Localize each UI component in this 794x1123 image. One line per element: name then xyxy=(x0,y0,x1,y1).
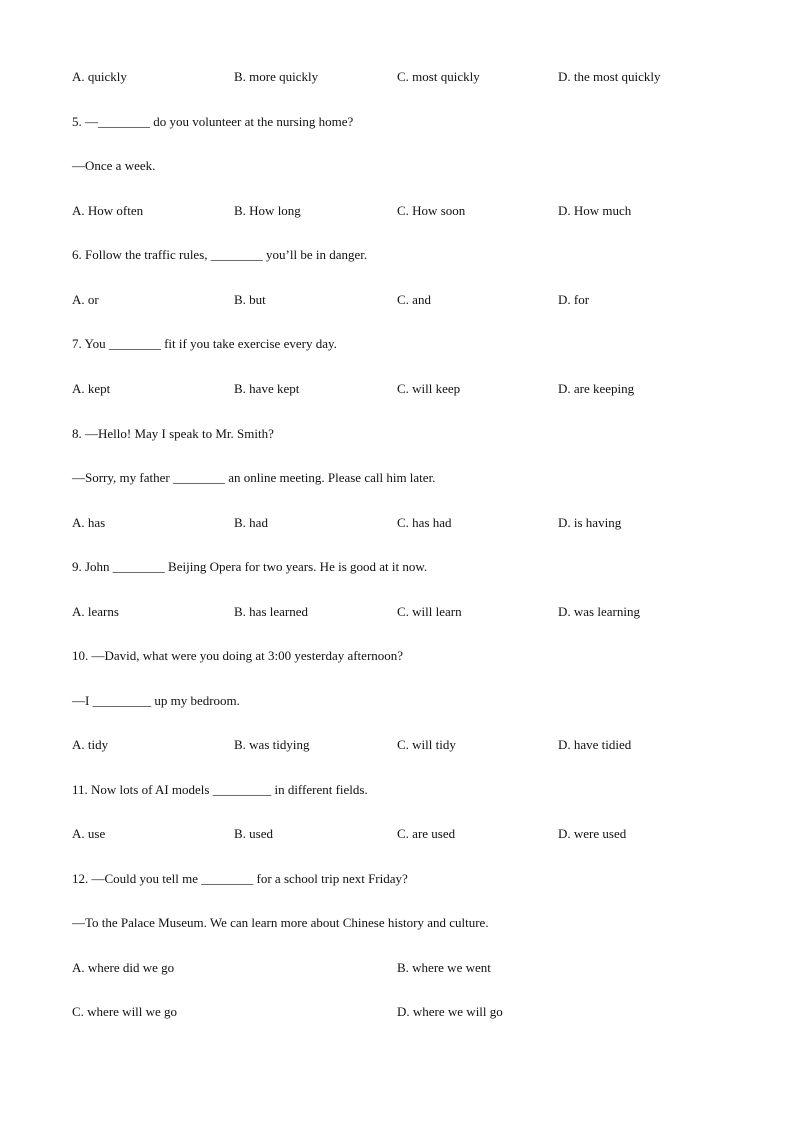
q7-option-c[interactable]: C. will keep xyxy=(397,381,461,396)
q6-option-a[interactable]: A. or xyxy=(72,292,99,307)
q8-stem: 8. —Hello! May I speak to Mr. Smith? xyxy=(72,426,274,441)
q9-option-b[interactable]: B. has learned xyxy=(234,604,309,619)
q9-stem: 9. John ________ Beijing Opera for two years. He is good at it now. xyxy=(72,559,428,574)
q12-reply: —To the Palace Museum. We can learn more about Chinese history and culture. xyxy=(72,915,489,930)
q10-option-d[interactable]: D. have tidied xyxy=(558,737,632,752)
q9-option-d[interactable]: D. was learning xyxy=(558,604,640,619)
q12-option-c[interactable]: C. where will we go xyxy=(72,1004,178,1019)
q9-option-a[interactable]: A. learns xyxy=(72,604,119,619)
q8-reply: —Sorry, my father ________ an online meeting. Please call him later. xyxy=(72,470,436,485)
q11-option-a[interactable]: A. use xyxy=(72,826,106,841)
q10-reply: —I _________ up my bedroom. xyxy=(72,693,240,708)
q4-option-d[interactable]: D. the most quickly xyxy=(558,69,661,84)
q4-option-b[interactable]: B. more quickly xyxy=(234,69,319,84)
q4-option-c[interactable]: C. most quickly xyxy=(397,69,480,84)
q9-option-c[interactable]: C. will learn xyxy=(397,604,462,619)
q4-option-a[interactable]: A. quickly xyxy=(72,69,127,84)
q11-stem: 11. Now lots of AI models _________ in different fields. xyxy=(72,782,368,797)
q6-option-b[interactable]: B. but xyxy=(234,292,266,307)
q10-stem: 10. —David, what were you doing at 3:00 yesterday afternoon? xyxy=(72,648,404,663)
q8-option-b[interactable]: B. had xyxy=(234,515,268,530)
q5-stem: 5. —________ do you volunteer at the nursing home? xyxy=(72,114,354,129)
q6-option-d[interactable]: D. for xyxy=(558,292,590,307)
q8-option-a[interactable]: A. has xyxy=(72,515,106,530)
q12-option-d[interactable]: D. where we will go xyxy=(397,1004,503,1019)
q8-option-c[interactable]: C. has had xyxy=(397,515,452,530)
q12-stem: 12. —Could you tell me ________ for a school trip next Friday? xyxy=(72,871,408,886)
q10-option-b[interactable]: B. was tidying xyxy=(234,737,310,752)
q8-option-d[interactable]: D. is having xyxy=(558,515,622,530)
q10-option-c[interactable]: C. will tidy xyxy=(397,737,456,752)
q11-option-c[interactable]: C. are used xyxy=(397,826,456,841)
q6-option-c[interactable]: C. and xyxy=(397,292,431,307)
q5-option-c[interactable]: C. How soon xyxy=(397,203,466,218)
q6-stem: 6. Follow the traffic rules, ________ you’ll be in danger. xyxy=(72,247,368,262)
q11-option-b[interactable]: B. used xyxy=(234,826,273,841)
q12-option-b[interactable]: B. where we went xyxy=(397,960,491,975)
q11-option-d[interactable]: D. were used xyxy=(558,826,627,841)
q5-option-a[interactable]: A. How often xyxy=(72,203,144,218)
q5-reply: —Once a week. xyxy=(72,158,156,173)
q7-option-b[interactable]: B. have kept xyxy=(234,381,300,396)
q5-option-d[interactable]: D. How much xyxy=(558,203,632,218)
q7-option-a[interactable]: A. kept xyxy=(72,381,111,396)
q5-option-b[interactable]: B. How long xyxy=(234,203,301,218)
q7-option-d[interactable]: D. are keeping xyxy=(558,381,635,396)
q10-option-a[interactable]: A. tidy xyxy=(72,737,109,752)
q12-option-a[interactable]: A. where did we go xyxy=(72,960,175,975)
q7-stem: 7. You ________ fit if you take exercise every day. xyxy=(72,336,337,351)
